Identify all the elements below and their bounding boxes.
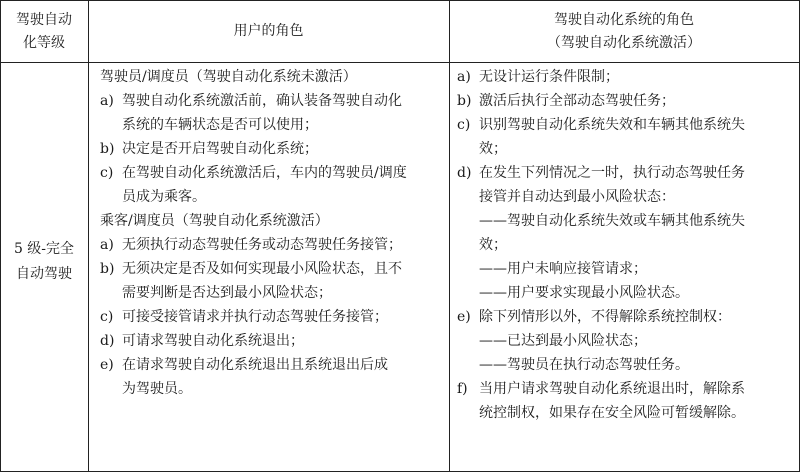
list-item-text: ——已达到最小风险状态； — [479, 333, 647, 349]
header-level-title-line2: 化等级 — [23, 35, 65, 51]
column-divider-2 — [449, 0, 450, 472]
list-item-marker: c) — [457, 117, 471, 133]
list-item-text: 效； — [479, 237, 507, 253]
list-item-text: 统控制权，如果存在安全风险可暂缓解除。 — [479, 405, 745, 421]
list-item-text: 当用户请求驾驶自动化系统退出时，解除系 — [479, 381, 745, 397]
list-item-line — [457, 329, 797, 353]
list-item-text: ——用户要求实现最小风险状态。 — [479, 285, 689, 301]
header-user-role: 用户的角色 — [233, 23, 304, 39]
list-item-marker: e) — [100, 357, 114, 373]
list-item-text: 在发生下列情况之一时，执行动态驾驶任务 — [479, 165, 745, 181]
list-item-line — [100, 329, 445, 353]
list-item-text: ——驾驶自动化系统失效或车辆其他系统失 — [479, 213, 745, 229]
list-item-text: 激活后执行全部动态驾驶任务； — [479, 93, 675, 109]
list-item-text: 效； — [479, 141, 507, 157]
list-item-line — [457, 113, 797, 137]
list-item-line — [457, 377, 797, 401]
list-item-marker: b) — [457, 93, 472, 109]
list-item-line — [100, 113, 445, 137]
table-border-top — [0, 0, 800, 1]
list-item-line — [100, 353, 445, 377]
list-item-line — [100, 281, 445, 305]
list-item-text: 驾驶自动化系统激活前，确认装备驾驶自动化 — [122, 93, 402, 109]
list-item-line — [457, 233, 797, 257]
list-item-text: 需要判断是否达到最小风险状态； — [122, 285, 332, 301]
table-border-left — [0, 0, 1, 472]
list-item-text: 可接受接管请求并执行动态驾驶任务接管； — [122, 309, 388, 325]
list-item-marker: f) — [457, 381, 468, 397]
list-item-line — [100, 377, 445, 401]
list-item-line — [457, 353, 797, 377]
list-item-marker: d) — [100, 333, 115, 349]
driver-heading: 驾驶员/调度员（驾驶自动化系统未激活） — [100, 69, 357, 85]
list-item-line — [100, 305, 445, 329]
header-level-title-line1: 驾驶自动 — [16, 12, 72, 28]
list-item-text: 无须执行动态驾驶任务或动态驾驶任务接管； — [122, 237, 402, 253]
list-item-marker: c) — [100, 165, 114, 181]
list-item-text: 无须决定是否及如何实现最小风险状态，且不 — [122, 261, 402, 277]
level-label-line1: 5 级-完全 — [13, 241, 75, 257]
list-item-line — [457, 305, 797, 329]
passenger-heading: 乘客/调度员（驾驶自动化系统激活） — [100, 213, 329, 229]
list-item-line — [457, 89, 797, 113]
list-item-text: 除下列情形以外，不得解除系统控制权： — [479, 309, 731, 325]
list-item-text: 系统的车辆状态是否可以使用； — [122, 117, 318, 133]
list-item-line — [100, 233, 445, 257]
list-item-text: ——驾驶员在执行动态驾驶任务。 — [479, 357, 689, 373]
list-item-marker: a) — [100, 237, 114, 253]
list-item-text: 为驾驶员。 — [122, 381, 192, 397]
level-label-line2: 自动驾驶 — [16, 266, 72, 282]
list-item-marker: e) — [457, 309, 471, 325]
list-item-line — [100, 257, 445, 281]
list-item-line — [457, 281, 797, 305]
list-item-marker: b) — [100, 141, 115, 157]
column-divider-1 — [88, 0, 89, 472]
header-system-role-line2: （驾驶自动化系统激活） — [547, 35, 701, 51]
list-item-line — [457, 257, 797, 281]
list-item-line — [457, 209, 797, 233]
list-item-text: 员成为乘客。 — [122, 189, 206, 205]
list-item-text: 在请求驾驶自动化系统退出且系统退出后成 — [122, 357, 388, 373]
list-item-marker: d) — [457, 165, 472, 181]
list-item-line — [100, 137, 445, 161]
list-item-line — [457, 185, 797, 209]
list-item-text: 决定是否开启驾驶自动化系统； — [122, 141, 318, 157]
list-item-text: 识别驾驶自动化系统失效和车辆其他系统失 — [479, 117, 745, 133]
list-item-line — [100, 161, 445, 185]
header-system-role-line1: 驾驶自动化系统的角色 — [554, 12, 694, 28]
list-item-line — [100, 89, 445, 113]
list-item-text: 在驾驶自动化系统激活后，车内的驾驶员/调度 — [122, 165, 407, 181]
list-item-text: ——用户未响应接管请求； — [479, 261, 647, 277]
header-divider — [0, 62, 800, 63]
list-item-marker: b) — [100, 261, 115, 277]
list-item-text: 接管并自动达到最小风险状态： — [479, 189, 675, 205]
list-item-text: 无设计运行条件限制； — [479, 69, 619, 85]
list-item-line — [457, 401, 797, 425]
list-item-line — [457, 161, 797, 185]
list-item-marker: a) — [457, 69, 471, 85]
list-item-line — [457, 65, 797, 89]
list-item-text: 可请求驾驶自动化系统退出； — [122, 333, 304, 349]
list-item-line — [100, 185, 445, 209]
list-item-line — [457, 137, 797, 161]
list-item-marker: a) — [100, 93, 114, 109]
list-item-marker: c) — [100, 309, 114, 325]
